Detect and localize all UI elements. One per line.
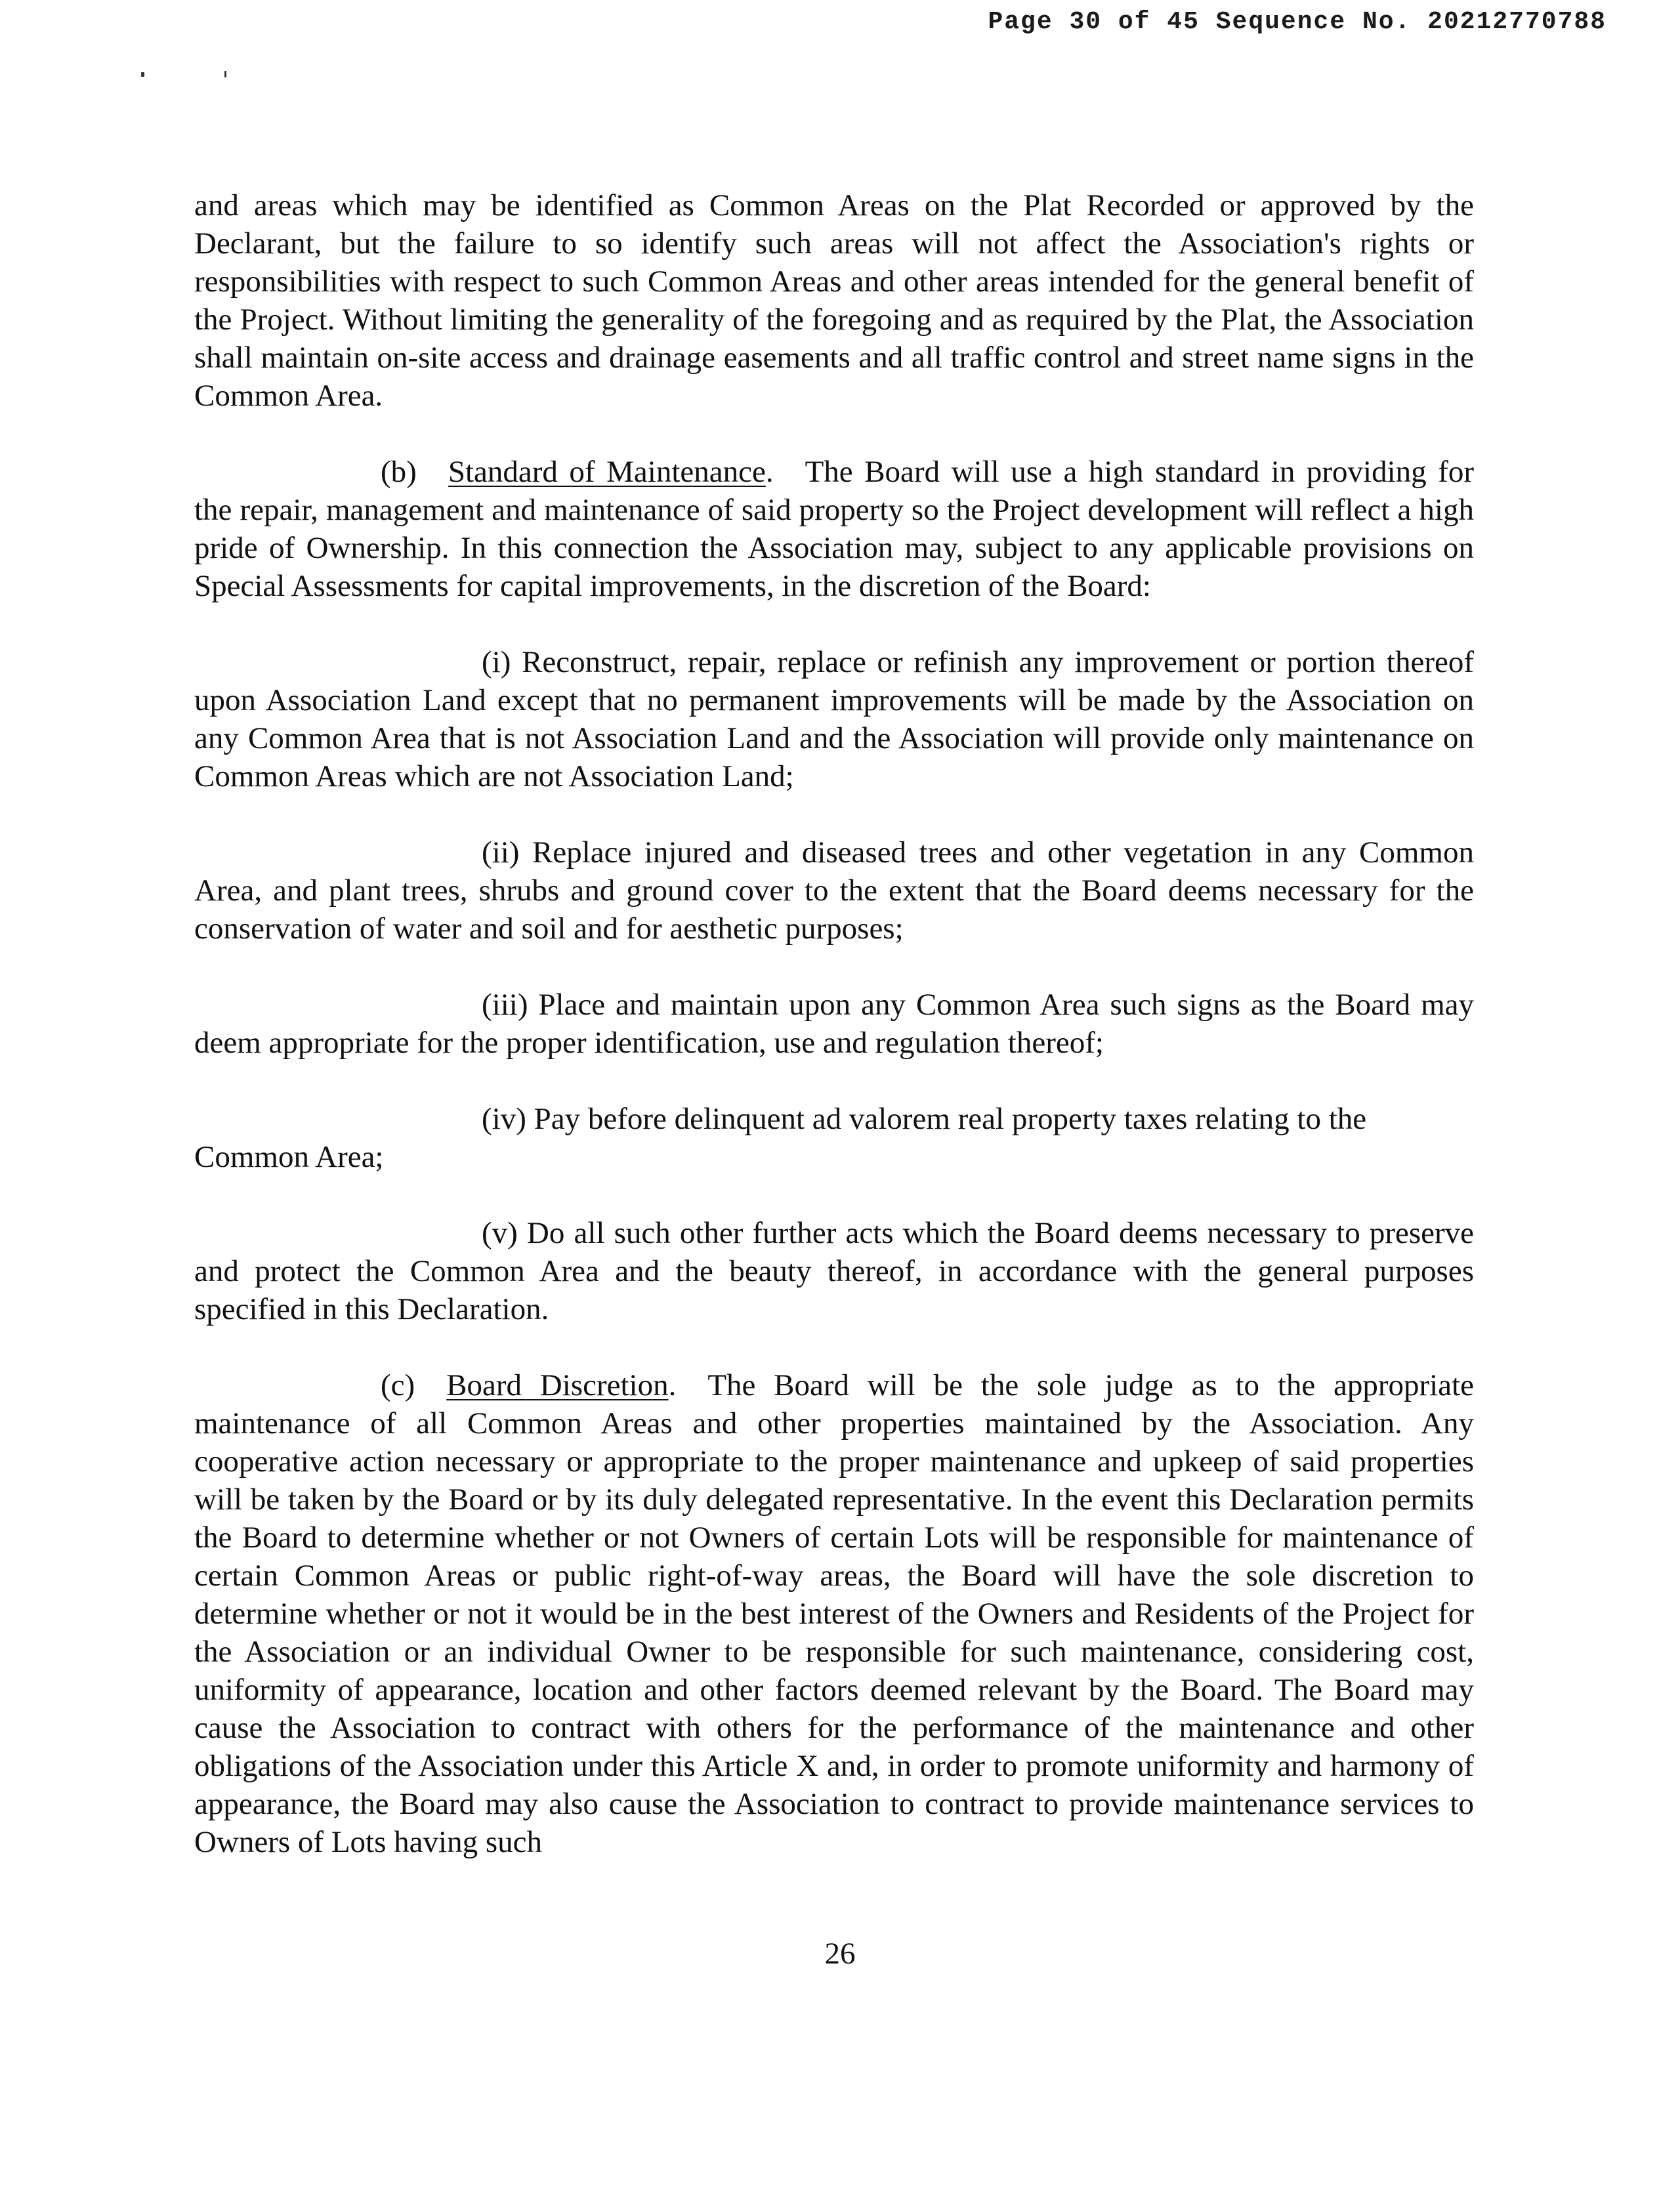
- page-sequence-header: Page 30 of 45 Sequence No. 20212770788: [988, 8, 1606, 36]
- paragraph-c-heading-punctuation: .: [668, 1368, 677, 1402]
- scan-artifact-mark: [224, 71, 226, 77]
- paragraph-b-label: (b): [381, 455, 417, 489]
- paragraph-b-standard-of-maintenance: [194, 453, 1474, 605]
- subparagraph-iv-text: (iv) Pay before delinquent ad valorem real property taxes relating to the: [482, 1102, 1367, 1136]
- subparagraph-iv-continuation: Common Area;: [194, 1140, 384, 1174]
- paragraph-b-heading: Standard of Maintenance: [448, 455, 766, 489]
- paragraph-c-board-discretion: [194, 1366, 1474, 1861]
- subparagraph-iv: [194, 1100, 1474, 1176]
- paragraph-c-label: (c): [381, 1368, 415, 1402]
- document-body: [194, 186, 1474, 1899]
- paragraph-continuation: and areas which may be identified as Common Areas on the Plat Recorded or approved by the Declarant, but the failure to so identify such areas will not affect the Association's rights or responsibilities with respect to such Common Areas and other areas intended for the general benefit of the Project. Without limiting the generality of the foregoing and as required by the Plat, the Association shall maintain on-site access and drainage easements and all traffic control and street name signs in the Common Area.: [194, 188, 1474, 413]
- subparagraph-ii: (ii) Replace injured and diseased trees and other vegetation in any Common Area, and plant trees, shrubs and ground cover to the extent that the Board deems necessary for the conservation of water and soil and for aesthetic purposes;: [194, 835, 1474, 946]
- subparagraph-v: (v) Do all such other further acts which the Board deems necessary to preserve and protect the Common Area and the beauty thereof, in accordance with the general purposes specified in this Declaration.: [194, 1216, 1474, 1326]
- paragraph-b-text: The Board will use a high standard in providing for the repair, management and maintenance of said property so the Project development will reflect a high pride of Ownership. In this connection the Association may, subject to any applicable provisions on Special Assessments for capital improvements, in the discretion of the Board:: [194, 455, 1474, 603]
- scan-artifact-mark: [141, 72, 144, 77]
- subparagraph-iii: (iii) Place and maintain upon any Common Area such signs as the Board may deem appropriate for the proper identification, use and regulation thereof;: [194, 988, 1474, 1060]
- page-number: 26: [824, 1937, 856, 1971]
- subparagraph-i: (i) Reconstruct, repair, replace or refinish any improvement or portion thereof upon Association Land except that no permanent improvements will be made by the Association on any Common Area that is not Association Land and the Association will provide only maintenance on Common Areas which are not Association Land;: [194, 645, 1474, 793]
- paragraph-b-heading-punctuation: .: [765, 455, 774, 489]
- paragraph-c-heading: Board Discretion: [446, 1368, 669, 1402]
- paragraph-c-text: The Board will be the sole judge as to the appropriate maintenance of all Common Areas and other properties maintained by the Association. Any cooperative action necessary or appropriate to the proper maintenance and upkeep of said properties will be taken by the Board or by its duly delegated representative. In the event this Declaration permits the Board to determine whether or not Owners of certain Lots will be responsible for maintenance of certain Common Areas or public right-of-way areas, the Board will have the sole discretion to determine whether or not it would be in the best interest of the Owners and Residents of the Project for the Association or an individual Owner to be responsible for such maintenance, considering cost, uniformity of appearance, location and other factors deemed relevant by the Board. The Board may cause the Association to contract with others for the performance of the maintenance and other obligations of the Association under this Article X and, in order to promote uniformity and harmony of appearance, the Board may also cause the Association to contract to provide maintenance services to Owners of Lots having such: [194, 1368, 1474, 1859]
